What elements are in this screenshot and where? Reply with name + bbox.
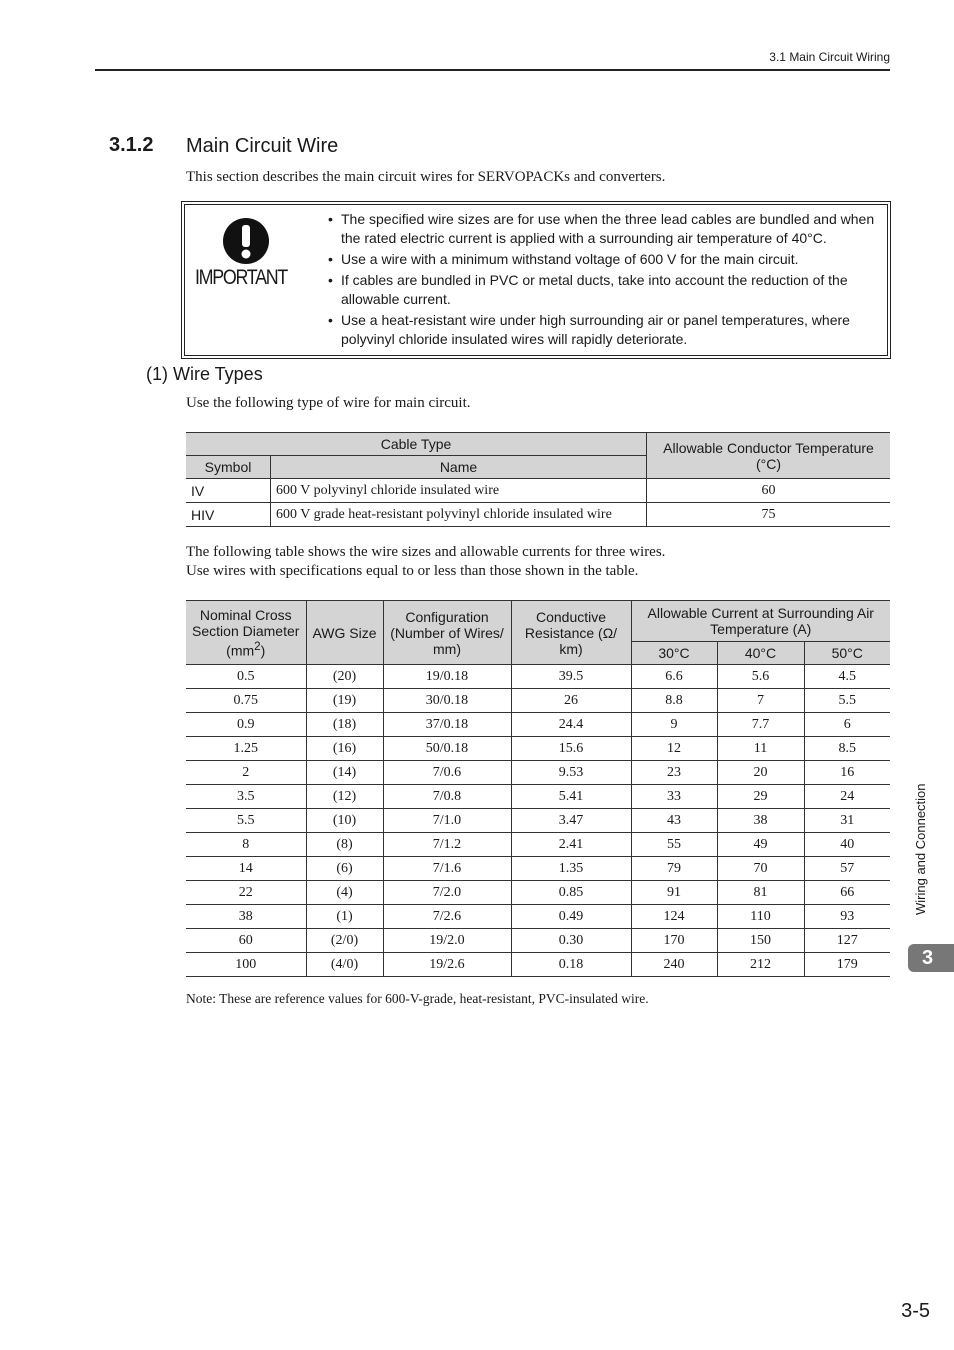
table-cell: 5.41 xyxy=(511,785,631,809)
table-row xyxy=(186,881,890,905)
header-allowable-temp: Allowable Conductor Temperature (°C) xyxy=(647,433,891,479)
sizes-intro-line-1: The following table shows the wire sizes and allowable currents for three wires. xyxy=(186,544,666,560)
table-cell: 7/1.6 xyxy=(383,857,511,881)
table-cell: 124 xyxy=(631,905,717,929)
chapter-tab: 3 xyxy=(908,944,954,972)
table-cell: 79 xyxy=(631,857,717,881)
sizes-intro-line-2: Use wires with specifications equal to or less than those shown in the table. xyxy=(186,563,639,579)
table-cell: (12) xyxy=(306,785,383,809)
header-temp-30: 30°C xyxy=(631,642,717,665)
table-cell: 70 xyxy=(717,857,804,881)
table-row xyxy=(186,953,890,977)
table-cell: 0.30 xyxy=(511,929,631,953)
table-cell: 3.5 xyxy=(186,785,306,809)
table-cell: 38 xyxy=(717,809,804,833)
cell-symbol: IV xyxy=(186,479,271,503)
table-cell: 24.4 xyxy=(511,713,631,737)
table-cell: 11 xyxy=(717,737,804,761)
header-configuration: Configuration (Number of Wires/ mm) xyxy=(383,601,511,665)
page-number: 3-5 xyxy=(901,1300,930,1322)
table-cell: 5.5 xyxy=(804,689,890,713)
table-row xyxy=(186,713,890,737)
table-row xyxy=(186,737,890,761)
table-cell: 40 xyxy=(804,833,890,857)
table-cell: 0.75 xyxy=(186,689,306,713)
table-cell: 14 xyxy=(186,857,306,881)
important-label: IMPORTANT xyxy=(195,266,287,289)
table-cell: 150 xyxy=(717,929,804,953)
wire-types-table xyxy=(186,432,890,527)
table-row xyxy=(186,665,890,689)
table-cell: 33 xyxy=(631,785,717,809)
table-cell: 9 xyxy=(631,713,717,737)
table-cell: 127 xyxy=(804,929,890,953)
table-cell: 38 xyxy=(186,905,306,929)
table-cell: (4) xyxy=(306,881,383,905)
table-row xyxy=(186,857,890,881)
table-cell: 170 xyxy=(631,929,717,953)
table-cell: 7 xyxy=(717,689,804,713)
table-cell: 7.7 xyxy=(717,713,804,737)
cell-temp: 75 xyxy=(647,503,891,527)
table-cell: 6 xyxy=(804,713,890,737)
table-cell: 179 xyxy=(804,953,890,977)
table-row xyxy=(186,785,890,809)
table-cell: 23 xyxy=(631,761,717,785)
table-cell: 6.6 xyxy=(631,665,717,689)
table-cell: 66 xyxy=(804,881,890,905)
table-cell: 81 xyxy=(717,881,804,905)
cell-symbol: HIV xyxy=(186,503,271,527)
table-cell: 57 xyxy=(804,857,890,881)
table-cell: 240 xyxy=(631,953,717,977)
table-cell: 12 xyxy=(631,737,717,761)
cell-name: 600 V polyvinyl chloride insulated wire xyxy=(271,479,647,503)
table-cell: (18) xyxy=(306,713,383,737)
important-item: • Use a wire with a minimum withstand voltage of 600 V for the main circuit. xyxy=(328,250,884,269)
table-cell: (14) xyxy=(306,761,383,785)
table-cell: (16) xyxy=(306,737,383,761)
table-cell: 7/0.8 xyxy=(383,785,511,809)
wire-size-table-body xyxy=(186,665,890,977)
important-item: • If cables are bundled in PVC or metal ducts, take into account the reduction of the allowable current. xyxy=(328,271,884,309)
table-cell: 5.6 xyxy=(717,665,804,689)
table-row xyxy=(186,761,890,785)
table-cell: 100 xyxy=(186,953,306,977)
table-cell: 22 xyxy=(186,881,306,905)
header-nominal-cross-section: Nominal Cross Section Diameter $(mm^2)$ xyxy=(186,601,306,665)
header-allowable-current: Allowable Current at Surrounding Air Temperature (A) xyxy=(631,601,890,642)
table-row xyxy=(186,833,890,857)
table-cell: 49 xyxy=(717,833,804,857)
exclamation-circle-icon xyxy=(222,217,270,265)
table-cell: 5.5 xyxy=(186,809,306,833)
table-cell: 16 xyxy=(804,761,890,785)
table-cell: 24 xyxy=(804,785,890,809)
table-cell: 8.5 xyxy=(804,737,890,761)
table-cell: 43 xyxy=(631,809,717,833)
header-cable-type: Cable Type xyxy=(186,433,647,456)
table-cell: 91 xyxy=(631,881,717,905)
table-cell: 0.85 xyxy=(511,881,631,905)
table-cell: 7/2.0 xyxy=(383,881,511,905)
table-cell: 7/1.2 xyxy=(383,833,511,857)
table-cell: 60 xyxy=(186,929,306,953)
table-cell: 19/2.6 xyxy=(383,953,511,977)
table-cell: 29 xyxy=(717,785,804,809)
section-title: Main Circuit Wire xyxy=(186,135,339,157)
section-intro: This section describes the main circuit wires for SERVOPACKs and converters. xyxy=(186,169,666,185)
table-cell: 0.5 xyxy=(186,665,306,689)
wire-types-intro: Use the following type of wire for main circuit. xyxy=(186,395,471,411)
chapter-side-label: Wiring and Connection xyxy=(913,783,928,915)
header-temp-50: 50°C xyxy=(804,642,890,665)
table-note: Note: These are reference values for 600-V-grade, heat-resistant, PVC-insulated wire. xyxy=(186,991,649,1006)
header-temp-40: 40°C xyxy=(717,642,804,665)
header-name: Name xyxy=(271,456,647,479)
important-item: • The specified wire sizes are for use when the three lead cables are bundled and when the rated electric current is applied with a surrounding air temperature of 40°C. xyxy=(328,210,884,248)
table-cell: 7/0.6 xyxy=(383,761,511,785)
header-rule xyxy=(95,69,890,71)
table-cell: 7/1.0 xyxy=(383,809,511,833)
table-cell: 1.25 xyxy=(186,737,306,761)
table-cell: 0.9 xyxy=(186,713,306,737)
table-cell: 55 xyxy=(631,833,717,857)
important-item: • Use a heat-resistant wire under high surrounding air or panel temperatures, where polyvinyl chloride insulated wires will rapidly deteriorate. xyxy=(328,311,884,349)
table-cell: (6) xyxy=(306,857,383,881)
table-cell: 8 xyxy=(186,833,306,857)
table-row xyxy=(186,905,890,929)
table-cell: (10) xyxy=(306,809,383,833)
cell-temp: 60 xyxy=(647,479,891,503)
table-cell: (4/0) xyxy=(306,953,383,977)
table-cell: 50/0.18 xyxy=(383,737,511,761)
header-resistance: Conductive Resistance (Ω/ km) xyxy=(511,601,631,665)
table-cell: 39.5 xyxy=(511,665,631,689)
table-cell: 3.47 xyxy=(511,809,631,833)
table-cell: (1) xyxy=(306,905,383,929)
table-cell: 4.5 xyxy=(804,665,890,689)
table-cell: 30/0.18 xyxy=(383,689,511,713)
subsection-title: (1) Wire Types xyxy=(146,364,263,384)
table-row xyxy=(186,689,890,713)
table-cell: 20 xyxy=(717,761,804,785)
table-row xyxy=(186,929,890,953)
table-cell: (8) xyxy=(306,833,383,857)
wire-size-table xyxy=(186,600,890,977)
important-list xyxy=(328,210,884,351)
table-cell: 1.35 xyxy=(511,857,631,881)
table-cell: 37/0.18 xyxy=(383,713,511,737)
header-symbol: Symbol xyxy=(186,456,271,479)
table-cell: 93 xyxy=(804,905,890,929)
table-cell: 9.53 xyxy=(511,761,631,785)
cell-name: 600 V grade heat-resistant polyvinyl chloride insulated wire xyxy=(271,503,647,527)
table-cell: 19/2.0 xyxy=(383,929,511,953)
running-header: 3.1 Main Circuit Wiring xyxy=(769,50,890,64)
table-cell: 31 xyxy=(804,809,890,833)
table-row xyxy=(186,503,890,527)
table-cell: 19/0.18 xyxy=(383,665,511,689)
table-cell: 2 xyxy=(186,761,306,785)
section-number: 3.1.2 xyxy=(109,134,154,156)
table-cell: (20) xyxy=(306,665,383,689)
table-cell: 26 xyxy=(511,689,631,713)
table-cell: 0.18 xyxy=(511,953,631,977)
table-cell: (19) xyxy=(306,689,383,713)
table-cell: 212 xyxy=(717,953,804,977)
table-cell: (2/0) xyxy=(306,929,383,953)
header-awg-size: AWG Size xyxy=(306,601,383,665)
table-cell: 0.49 xyxy=(511,905,631,929)
table-row xyxy=(186,809,890,833)
table-cell: 2.41 xyxy=(511,833,631,857)
table-cell: 110 xyxy=(717,905,804,929)
table-cell: 7/2.6 xyxy=(383,905,511,929)
table-cell: 8.8 xyxy=(631,689,717,713)
table-row xyxy=(186,479,890,503)
table-cell: 15.6 xyxy=(511,737,631,761)
